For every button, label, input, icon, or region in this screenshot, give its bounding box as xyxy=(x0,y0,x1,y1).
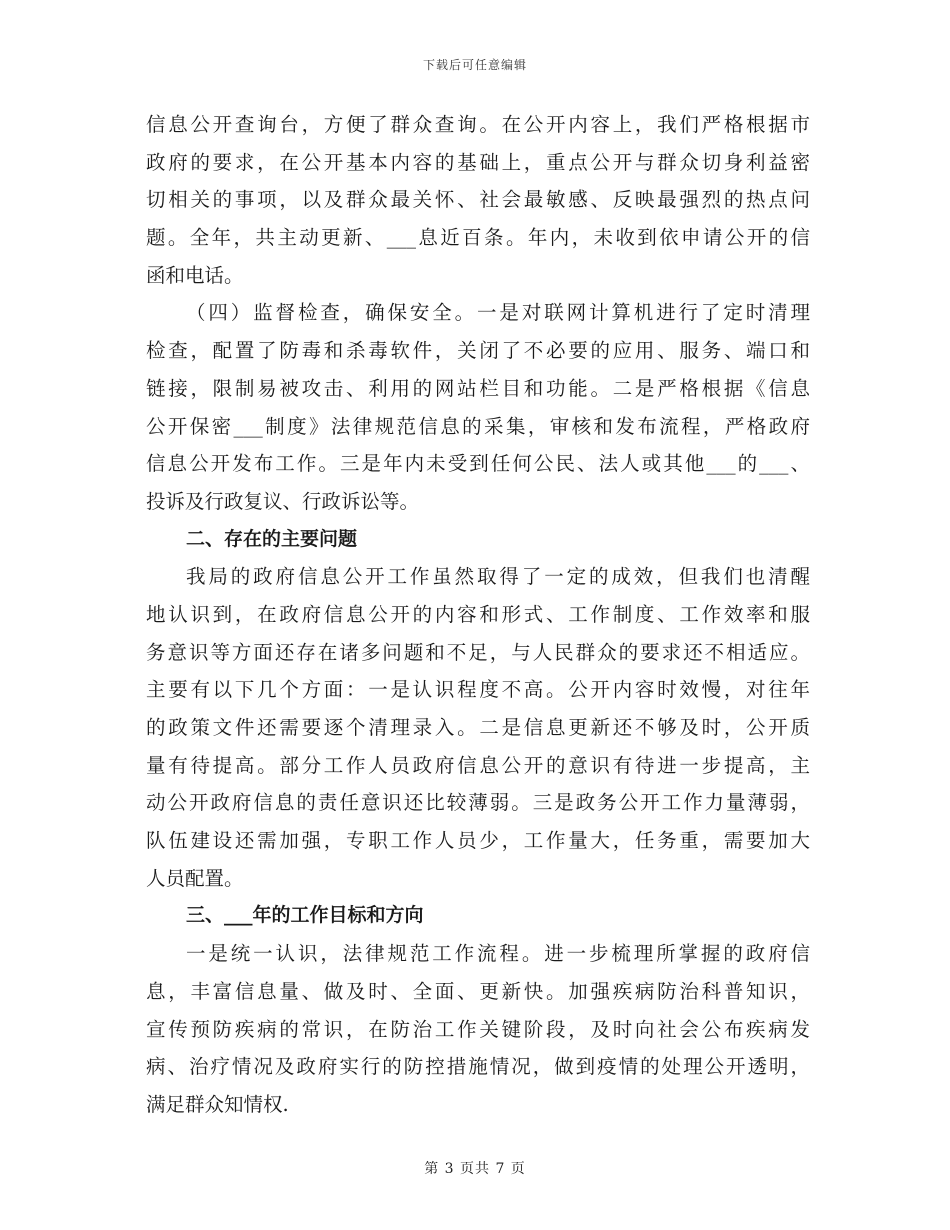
text-line: 满足群众知情权. xyxy=(146,1092,289,1116)
document-body xyxy=(146,106,810,1124)
text-line: 队伍建设还需加强，专职工作人员少，工作量大，任务重，需要加大 xyxy=(146,829,810,853)
text-line: 主要有以下几个方面：一是认识程度不高。公开内容时效慢，对往年 xyxy=(146,678,810,702)
page-header: 下载后可任意编辑 xyxy=(422,58,527,72)
section-heading: 三、___年的工作目标和方向 xyxy=(186,904,424,927)
text-line: 链接，限制易被攻击、利用的网站栏目和功能。二是严格根据《信息 xyxy=(146,376,810,400)
page-number: 第 3 页共 7 页 xyxy=(424,1161,526,1177)
text-line: 切相关的事项，以及群众最关怀、社会最敏感、反映最强烈的热点问 xyxy=(146,188,810,212)
text-line: 检查，配置了防毒和杀毒软件，关闭了不必要的应用、服务、端口和 xyxy=(146,339,810,363)
text-line: （四）监督检查，确保安全。一是对联网计算机进行了定时清理 xyxy=(186,301,810,325)
text-line: 函和电话。 xyxy=(146,263,244,287)
text-line: 务意识等方面还存在诸多问题和不足，与人民群众的要求还不相适应。 xyxy=(146,640,810,664)
text-line: 信息公开发布工作。三是年内未受到任何公民、法人或其他___的___、 xyxy=(146,452,810,476)
text-line: 公开保密___制度》法律规范信息的采集，审核和发布流程，严格政府 xyxy=(146,414,810,438)
text-line: 一是统一认识，法律规范工作流程。进一步梳理所掌握的政府信 xyxy=(186,942,810,966)
text-line: 的政策文件还需要逐个清理录入。二是信息更新还不够及时，公开质 xyxy=(146,716,810,739)
text-line: 信息公开查询台，方便了群众查询。在公开内容上，我们严格根据市 xyxy=(146,113,810,136)
text-line: 地认识到，在政府信息公开的内容和形式、工作制度、工作效率和服 xyxy=(146,602,810,626)
text-line: 题。全年，共主动更新、___息近百条。年内，未收到依申请公开的信 xyxy=(146,226,810,250)
text-line: 息，丰富信息量、做及时、全面、更新快。加强疾病防治科普知识， xyxy=(146,979,810,1003)
text-line: 我局的政府信息公开工作虽然取得了一定的成效，但我们也清醒 xyxy=(186,565,810,589)
text-line: 人员配置。 xyxy=(146,866,244,890)
text-line: 宣传预防疾病的常识，在防治工作关键阶段，及时向社会公布疾病发 xyxy=(146,1017,810,1041)
text-line: 政府的要求，在公开基本内容的基础上，重点公开与群众切身利益密 xyxy=(146,150,810,174)
text-line: 病、治疗情况及政府实行的防控措施情况，做到疫情的处理公开透明， xyxy=(146,1055,810,1079)
text-line: 投诉及行政复议、行政诉讼等。 xyxy=(146,489,420,513)
text-line: 动公开政府信息的责任意识还比较薄弱。三是政务公开工作力量薄弱， xyxy=(146,791,810,815)
section-heading: 二、存在的主要问题 xyxy=(186,527,358,550)
text-line: 量有待提高。部分工作人员政府信息公开的意识有待进一步提高，主 xyxy=(146,753,810,777)
